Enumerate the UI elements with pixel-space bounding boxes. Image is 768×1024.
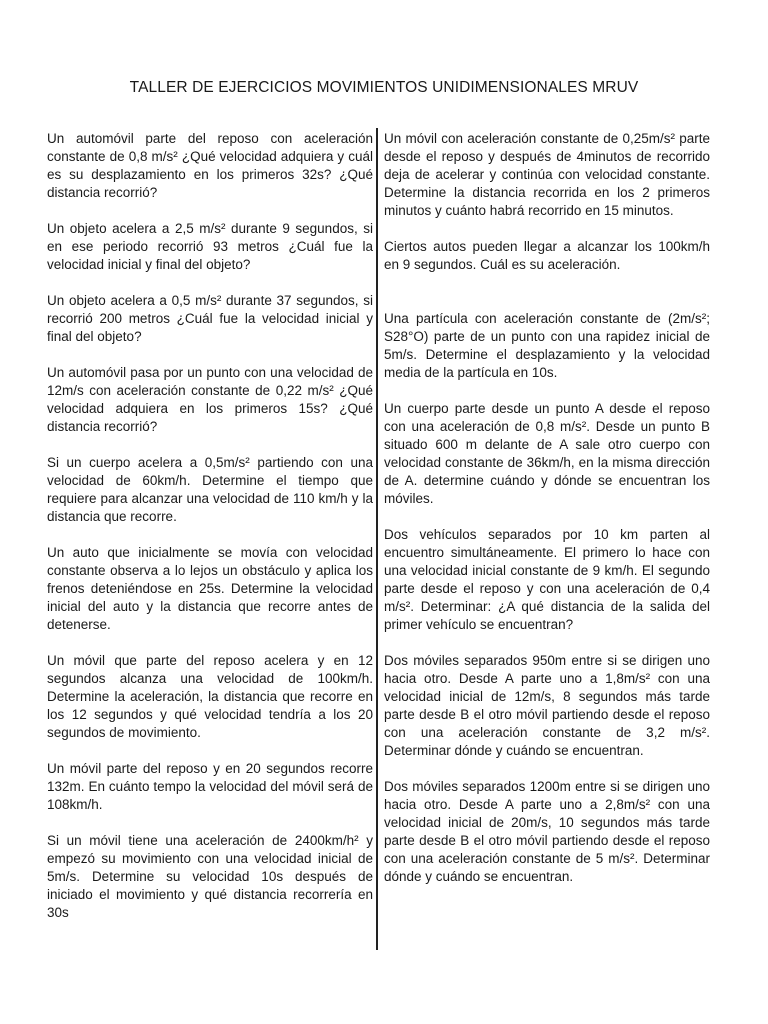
exercise-4: Un automóvil pasa por un punto con una velocidad de 12m/s con aceleración constante de 0,22 m/s² ¿Qué velocidad adquiera en los primeros 15s? ¿Qué distancia recorrió? bbox=[47, 365, 373, 434]
left-column bbox=[47, 130, 373, 922]
exercise-6: Un auto que inicialmente se movía con velocidad constante observa a lo lejos un obstáculo y aplica los frenos deteniéndose en 25s. Determine la velocidad inicial del auto y la distancia que recorre antes de detenerse. bbox=[47, 545, 373, 632]
exercise-10: Un móvil con aceleración constante de 0,25m/s² parte desde el reposo y después de 4minutos de recorrido deja de acelerar y continúa con velocidad constante. Determine la distancia recorrida en los 2 primeros minutos y cuánto habrá recorrido en 15 minutos. bbox=[384, 131, 710, 218]
exercise-14: Dos vehículos separados por 10 km parten al encuentro simultáneamente. El primero lo hace con una velocidad inicial constante de 9 km/h. El segundo parte desde el reposo y con una aceleración de 0,4 m/s². Determinar: ¿A qué distancia de la salida del primer vehículo se encuentran? bbox=[384, 527, 710, 632]
right-column bbox=[384, 130, 710, 886]
exercise-8: Un móvil parte del reposo y en 20 segundos recorre 132m. En cuánto tempo la velocidad del móvil será de 108km/h. bbox=[47, 761, 373, 812]
exercise-11: Ciertos autos pueden llegar a alcanzar los 100km/h en 9 segundos. Cuál es su aceleración. bbox=[384, 239, 710, 272]
exercise-12: Una partícula con aceleración constante de (2m/s²; S28°O) parte de un punto con una rapidez inicial de 5m/s. Determine el desplazamiento y la velocidad media de la partícula en 10s. bbox=[384, 311, 710, 380]
exercise-1: Un automóvil parte del reposo con aceleración constante de 0,8 m/s² ¿Qué velocidad adquiera y cuál es su desplazamiento en los primeros 32s? ¿Qué distancia recorrió? bbox=[47, 131, 373, 200]
exercise-9: Si un móvil tiene una aceleración de 2400km/h² y empezó su movimiento con una velocidad inicial de 5m/s. Determine su velocidad 10s después de iniciado el movimiento y qué distancia recorrería en 30s bbox=[47, 833, 373, 920]
column-divider bbox=[376, 128, 378, 950]
exercise-13: Un cuerpo parte desde un punto A desde el reposo con una aceleración de 0,8 m/s². Desde un punto B situado 600 m delante de A sale otro cuerpo con velocidad constante de 36km/h, en la misma dirección de A. determine cuándo y dónde se encuentran los móviles. bbox=[384, 401, 710, 506]
exercise-7: Un móvil que parte del reposo acelera y en 12 segundos alcanza una velocidad de 100km/h. Determine la aceleración, la distancia que recorre en los 12 segundos y qué velocidad tendría a los 20 segundos de movimiento. bbox=[47, 653, 373, 740]
exercise-2: Un objeto acelera a 2,5 m/s² durante 9 segundos, si en ese periodo recorrió 93 metros ¿Cuál fue la velocidad inicial y final del objeto? bbox=[47, 221, 373, 272]
exercise-16: Dos móviles separados 1200m entre si se dirigen uno hacia otro. Desde A parte uno a 2,8m/s² con una velocidad inicial de 20m/s, 10 segundos más tarde parte desde B el otro móvil partiendo desde el reposo con una aceleración constante de 5 m/s². Determinar dónde y cuándo se encuentran. bbox=[384, 779, 710, 884]
exercise-3: Un objeto acelera a 0,5 m/s² durante 37 segundos, si recorrió 200 metros ¿Cuál fue la velocidad inicial y final del objeto? bbox=[47, 293, 373, 344]
exercise-15: Dos móviles separados 950m entre si se dirigen uno hacia otro. Desde A parte uno a 1,8m/s² con una velocidad inicial de 12m/s, 8 segundos más tarde parte desde B el otro móvil partiendo desde el reposo con una aceleración constante de 3,2 m/s². Determinar dónde y cuándo se encuentran. bbox=[384, 653, 710, 758]
page-title: TALLER DE EJERCICIOS MOVIMIENTOS UNIDIMENSIONALES MRUV bbox=[129, 79, 639, 96]
exercise-5: Si un cuerpo acelera a 0,5m/s² partiendo con una velocidad de 60km/h. Determine el tiempo que requiere para alcanzar una velocidad de 110 km/h y la distancia que recorre. bbox=[47, 455, 373, 524]
